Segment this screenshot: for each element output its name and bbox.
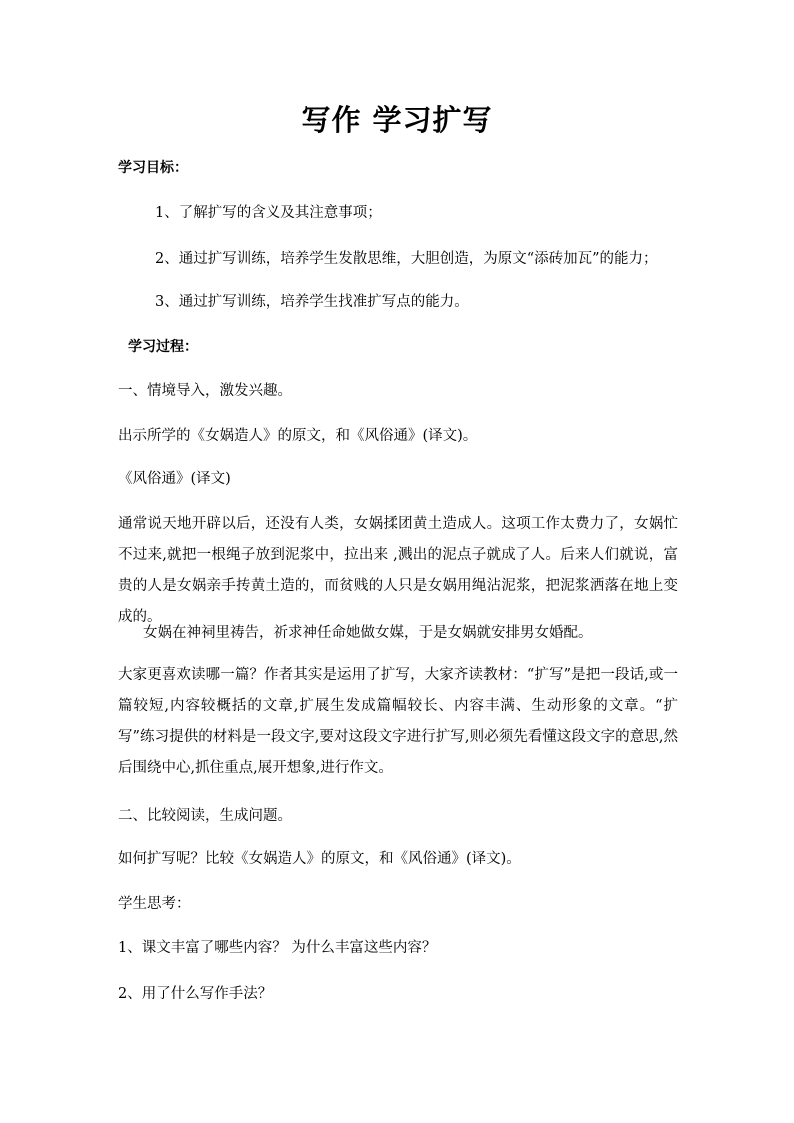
section2-intro: 如何扩写呢？比较《女娲造人》的原文，和《风俗通》(译文)。 <box>118 851 521 867</box>
page-title: 写作 学习扩写 <box>301 103 493 137</box>
objective-item: 1、了解扩写的含义及其注意事项； <box>155 205 382 221</box>
section1-heading: 一、情境导入，激发兴趣。 <box>118 383 292 399</box>
objective-item: 2、通过扩写训练，培养学生发散思维，大胆创造，为原文“添砖加瓦”的能力； <box>155 251 658 267</box>
question-item: 1、课文丰富了哪些内容？ 为什么丰富这些内容？ <box>118 940 437 956</box>
objectives-heading: 学习目标： <box>118 160 188 176</box>
passage-paragraph-1: 通常说天地开辟以后，还没有人类，女娲揉团黄土造成人。这项工作太费力了，女娲忙不过来,就把一根绳子放到泥浆中，拉出来 ,溅出的泥点子就成了人。后来人们就说，富贵的人是女娲亲手抟黄土造的，而贫贱的人只是女娲用绳沾泥浆，把泥浆洒落在地上变成的。 <box>118 516 678 625</box>
section1-intro: 出示所学的《女娲造人》的原文，和《风俗通》(译文)。 <box>118 428 478 444</box>
source-label: 《风俗通》(译文) <box>118 471 231 487</box>
section2-heading: 二、比较阅读，生成问题。 <box>118 808 292 824</box>
think-label: 学生思考： <box>118 896 191 912</box>
passage-paragraph-2: 女娲在神祠里祷告，祈求神任命她做女媒，于是女娲就安排男女婚配。 <box>143 625 593 641</box>
question-item: 2、用了什么写作手法？ <box>118 986 273 1002</box>
objective-item: 3、通过扩写训练，培养学生找准扩写点的能力。 <box>155 294 469 310</box>
process-heading: 学习过程： <box>128 339 198 355</box>
discussion-paragraph: 大家更喜欢读哪一篇？作者其实是运用了扩写，大家齐读教材：“扩写”是把一段话,或一篇较短,内容较概括的文章,扩展生发成篇幅较长、内容丰满、生动形象的文章。“扩写”练习提供的材料是一段文字,要对这段文字进行扩写,则必须先看懂这段文字的意思,然后围绕中心,抓住重点,展开想象,进行作文。 <box>118 667 678 776</box>
